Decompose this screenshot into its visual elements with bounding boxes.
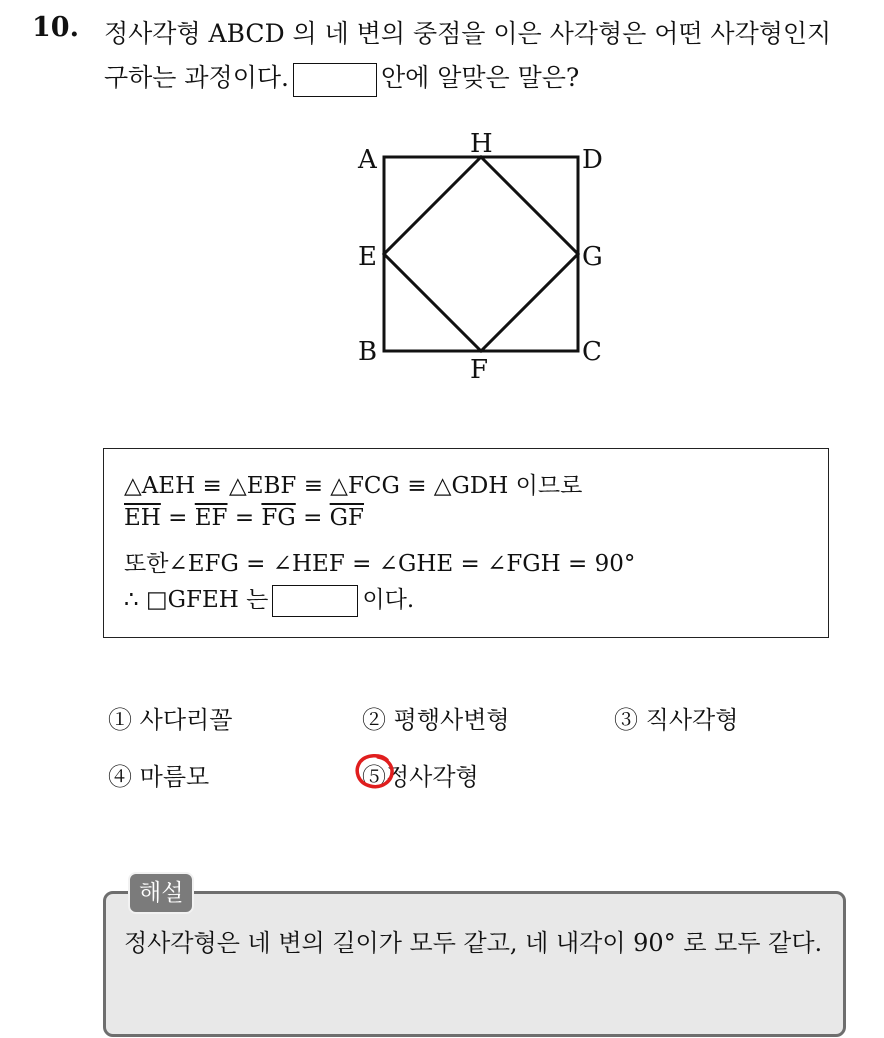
question-blank-box — [293, 63, 377, 97]
question-line1: 정사각형 ABCD 의 네 변의 중점을 이은 사각형은 어떤 사각형인지 — [104, 19, 832, 48]
label-C: C — [582, 337, 602, 367]
segment-ef: $\overline{EF}$ — [194, 505, 228, 531]
choice-2[interactable] — [362, 700, 510, 735]
choice-label: 마름모 — [139, 763, 210, 791]
choice-number: ① — [108, 706, 132, 734]
choice-number: ② — [362, 706, 386, 734]
label-D: D — [582, 145, 603, 175]
answer-circle-mark — [354, 752, 396, 790]
label-F: F — [470, 355, 489, 385]
segment-fg: $\overline{FG}$ — [261, 505, 296, 531]
square-efgh — [384, 157, 578, 351]
choice-3[interactable] — [614, 700, 738, 735]
question-number: 10. — [32, 12, 79, 43]
eq-sign: = — [168, 505, 188, 531]
choice-label: 직사각형 — [645, 706, 739, 734]
proof-box — [103, 448, 829, 638]
explanation-label: 해설 — [128, 872, 194, 914]
label-E: E — [358, 242, 377, 272]
proof-line2 — [124, 505, 364, 531]
question-line2-end: 안에 알맞은 말은? — [380, 63, 580, 92]
proof-line4-start: ∴ □GFEH 는 — [124, 587, 269, 613]
label-A: A — [358, 145, 377, 175]
choice-number: ③ — [614, 706, 638, 734]
proof-line4 — [124, 581, 414, 617]
proof-line4-end: 이다. — [362, 587, 415, 613]
segment-gf: $\overline{GF}$ — [329, 505, 365, 531]
eq-sign: = — [303, 505, 323, 531]
question-line2-start: 구하는 과정이다. — [104, 63, 289, 92]
label-G: G — [582, 242, 603, 272]
segment-eh: $\overline{EH}$ — [124, 505, 161, 531]
square-abcd — [384, 157, 578, 351]
choice-4[interactable] — [108, 757, 209, 792]
choice-1[interactable] — [108, 700, 232, 735]
choice-label: 정사각형 — [386, 763, 479, 791]
choice-number: ⑤ — [362, 763, 386, 791]
explanation-text: 정사각형은 네 변의 길이가 모두 같고, 네 내각이 90° 로 모두 같다. — [124, 929, 823, 957]
choice-label: 평행사변형 — [393, 706, 510, 734]
square-figure — [340, 120, 640, 400]
eq-sign: = — [234, 505, 255, 531]
question-text — [104, 12, 874, 100]
proof-blank-box — [272, 585, 358, 617]
proof-line1: △AEH ≡ △EBF ≡ △FCG ≡ △GDH 이므로 — [124, 473, 583, 499]
explanation-box — [103, 891, 846, 1037]
choice-label: 사다리꼴 — [139, 706, 233, 734]
label-B: B — [358, 337, 378, 367]
label-H: H — [470, 129, 493, 159]
choice-number: ④ — [108, 763, 132, 791]
proof-line3: 또한∠EFG = ∠HEF = ∠GHE = ∠FGH = 90° — [124, 551, 636, 577]
